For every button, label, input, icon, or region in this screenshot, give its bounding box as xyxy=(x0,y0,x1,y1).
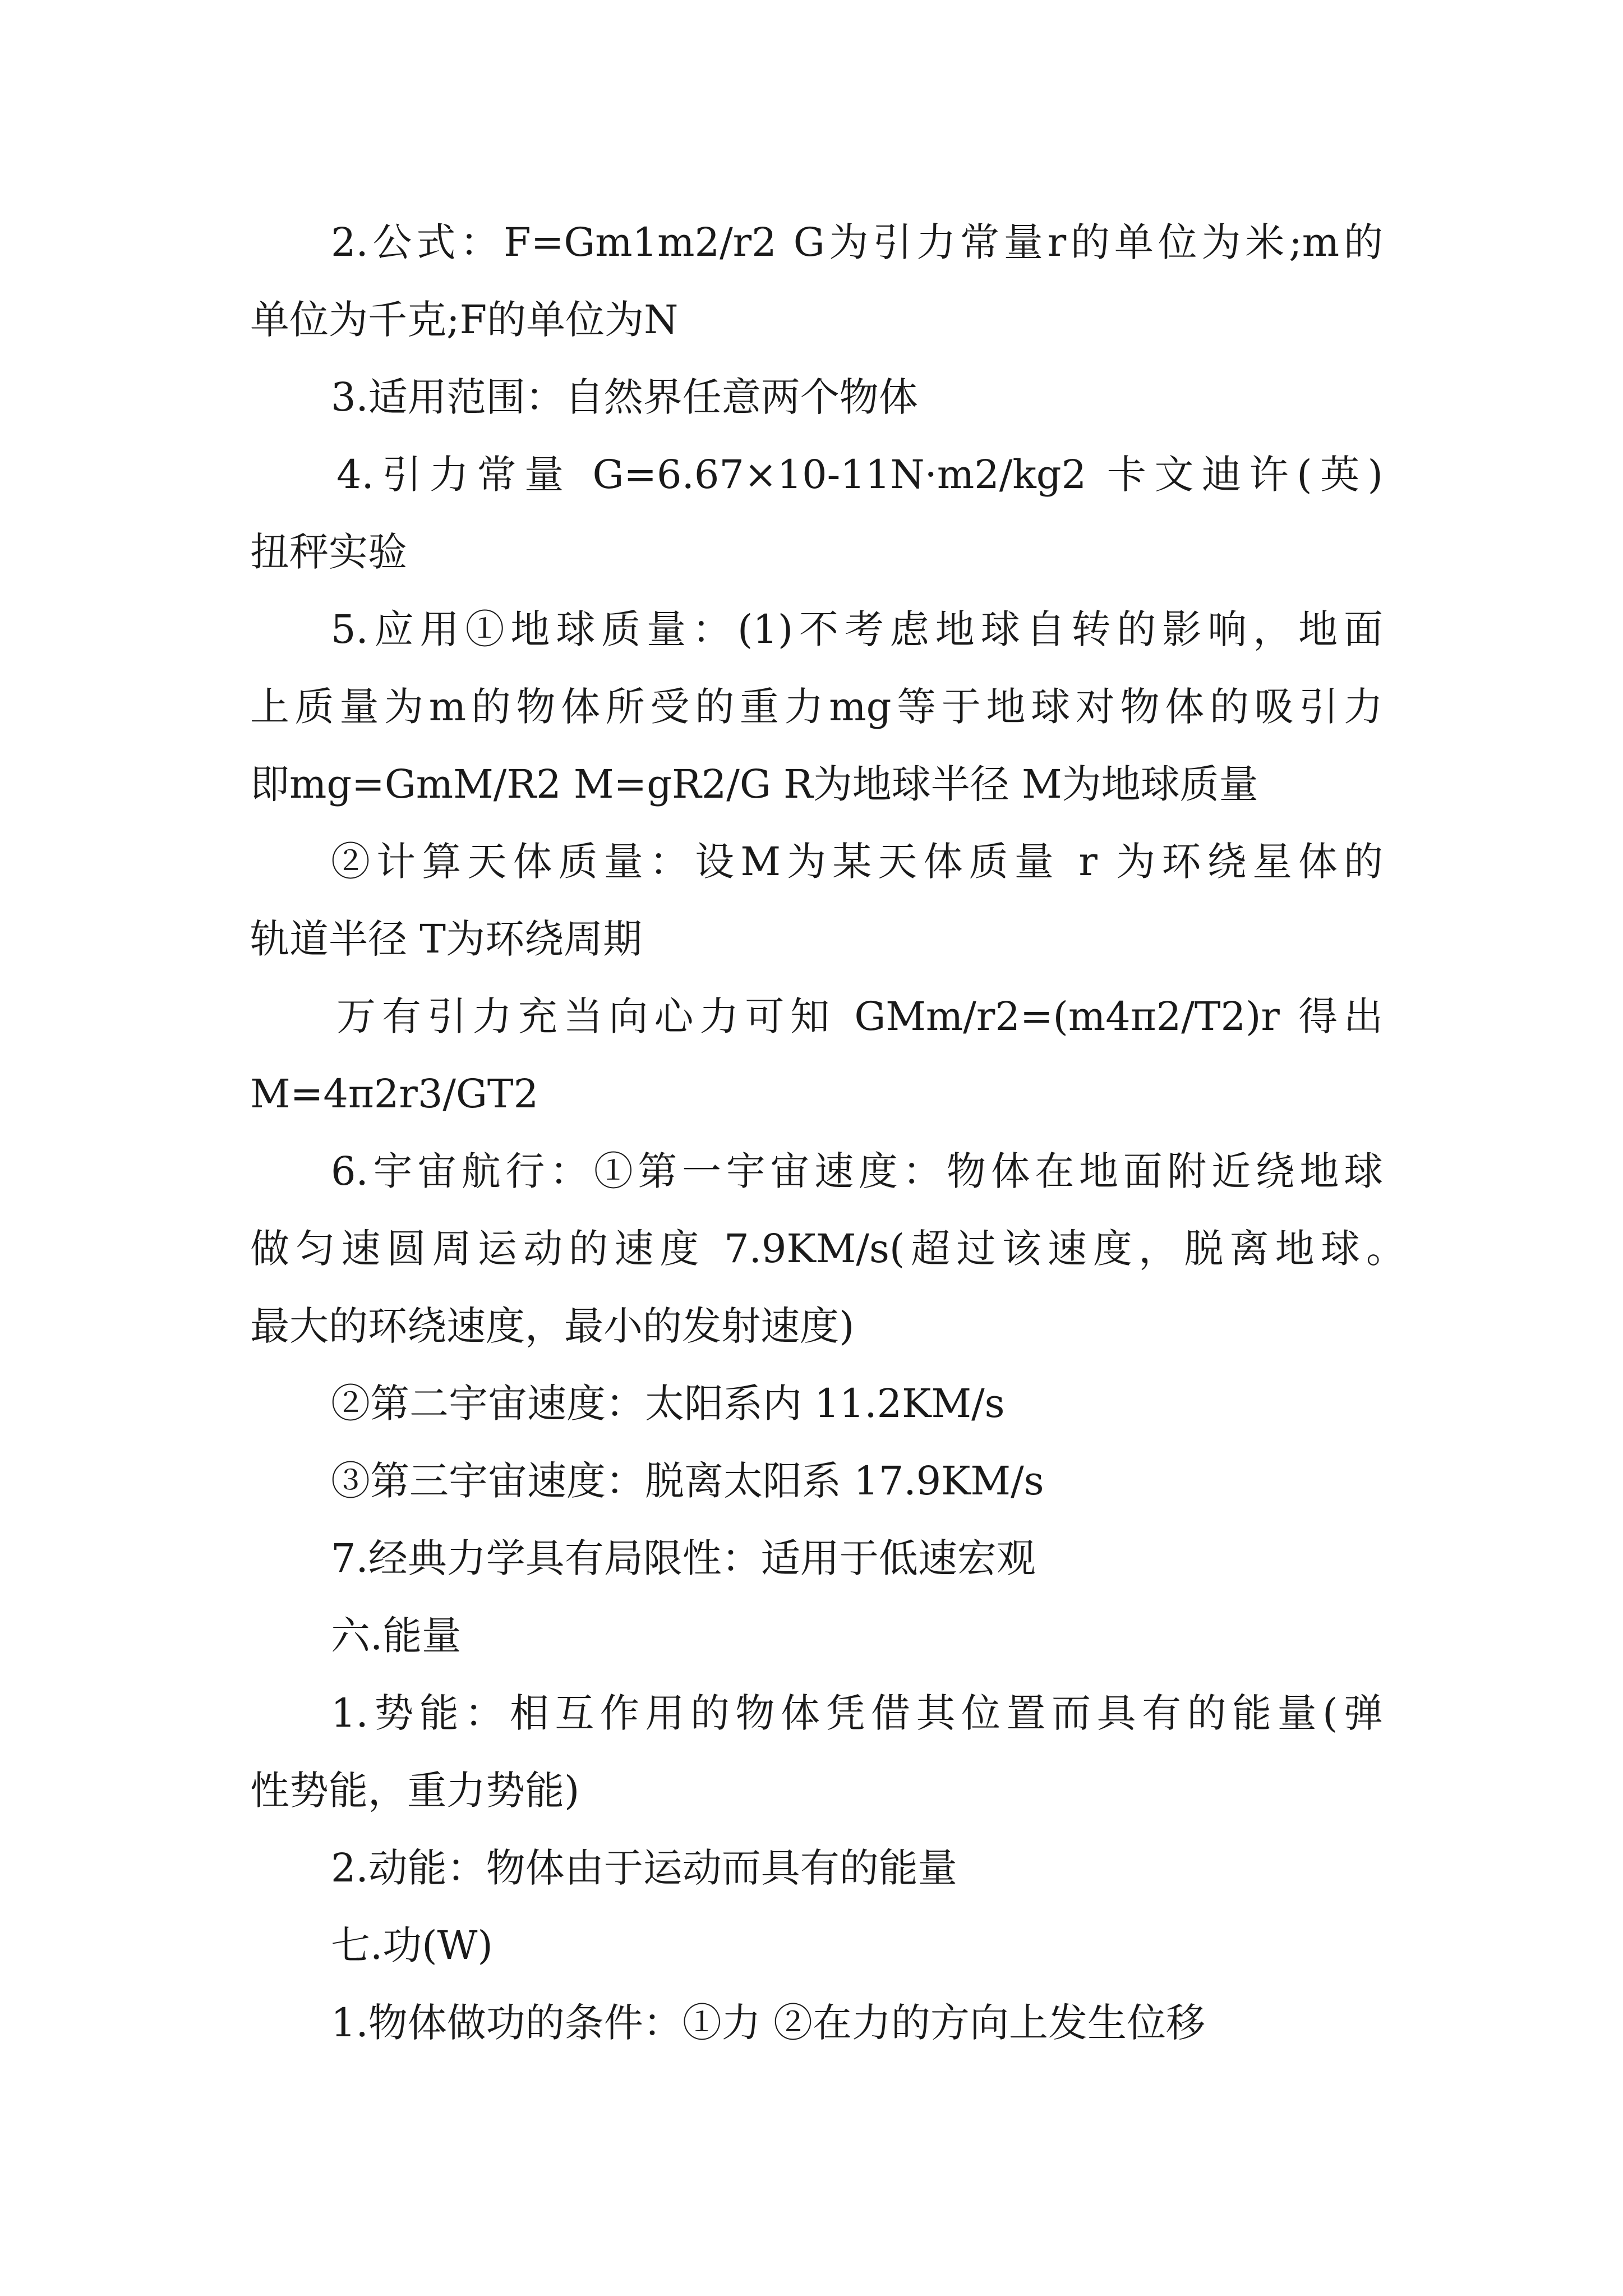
text-line: 做匀速圆周运动的速度 7.9KM/s(超过该速度，脱离地球。 xyxy=(250,1226,1405,1272)
section-heading: 六.能量 xyxy=(331,1613,462,1659)
text-line: 上质量为m的物体所受的重力mg等于地球对物体的吸引力 xyxy=(250,684,1383,730)
text-line: 万有引力充当向心力可知 GMm/r2=(m4π2/T2)r 得出 xyxy=(336,993,1383,1039)
text-line: 2.公式：F=Gm1m2/r2 G为引力常量r的单位为米;m的 xyxy=(331,219,1383,265)
text-line: M=4π2r3/GT2 xyxy=(250,1071,539,1117)
text-line: 轨道半径 T为环绕周期 xyxy=(250,916,642,962)
text-line: 6.宇宙航行：①第一宇宙速度：物体在地面附近绕地球 xyxy=(331,1148,1383,1194)
text-line: 最大的环绕速度，最小的发射速度) xyxy=(250,1303,855,1349)
text-line: ②计算天体质量：设M为某天体质量 r 为环绕星体的 xyxy=(331,839,1383,885)
text-line: 7.经典力学具有局限性：适用于低速宏观 xyxy=(331,1535,1036,1581)
text-line: 1.物体做功的条件：①力 ②在力的方向上发生位移 xyxy=(331,2000,1206,2046)
text-line: 单位为千克;F的单位为N xyxy=(250,297,679,343)
text-line: 4.引力常量 G=6.67×10-11N·m2/kg2 卡文迪许(英) xyxy=(336,452,1383,498)
text-line: ②第二宇宙速度：太阳系内 11.2KM/s xyxy=(331,1381,1005,1427)
text-line: 即mg=GmM/R2 M=gR2/G R为地球半径 M为地球质量 xyxy=(250,761,1258,807)
text-line: 2.动能：物体由于运动而具有的能量 xyxy=(331,1845,957,1891)
text-line: 扭秤实验 xyxy=(250,529,407,575)
text-line: ③第三宇宙速度：脱离太阳系 17.9KM/s xyxy=(331,1458,1044,1504)
text-line: 性势能，重力势能) xyxy=(250,1768,580,1814)
text-line: 5.应用①地球质量：(1)不考虑地球自转的影响，地面 xyxy=(331,606,1383,652)
section-heading: 七.功(W) xyxy=(331,1922,493,1968)
text-line: 3.适用范围：自然界任意两个物体 xyxy=(331,374,918,420)
text-line: 1.势能：相互作用的物体凭借其位置而具有的能量(弹 xyxy=(331,1690,1383,1736)
